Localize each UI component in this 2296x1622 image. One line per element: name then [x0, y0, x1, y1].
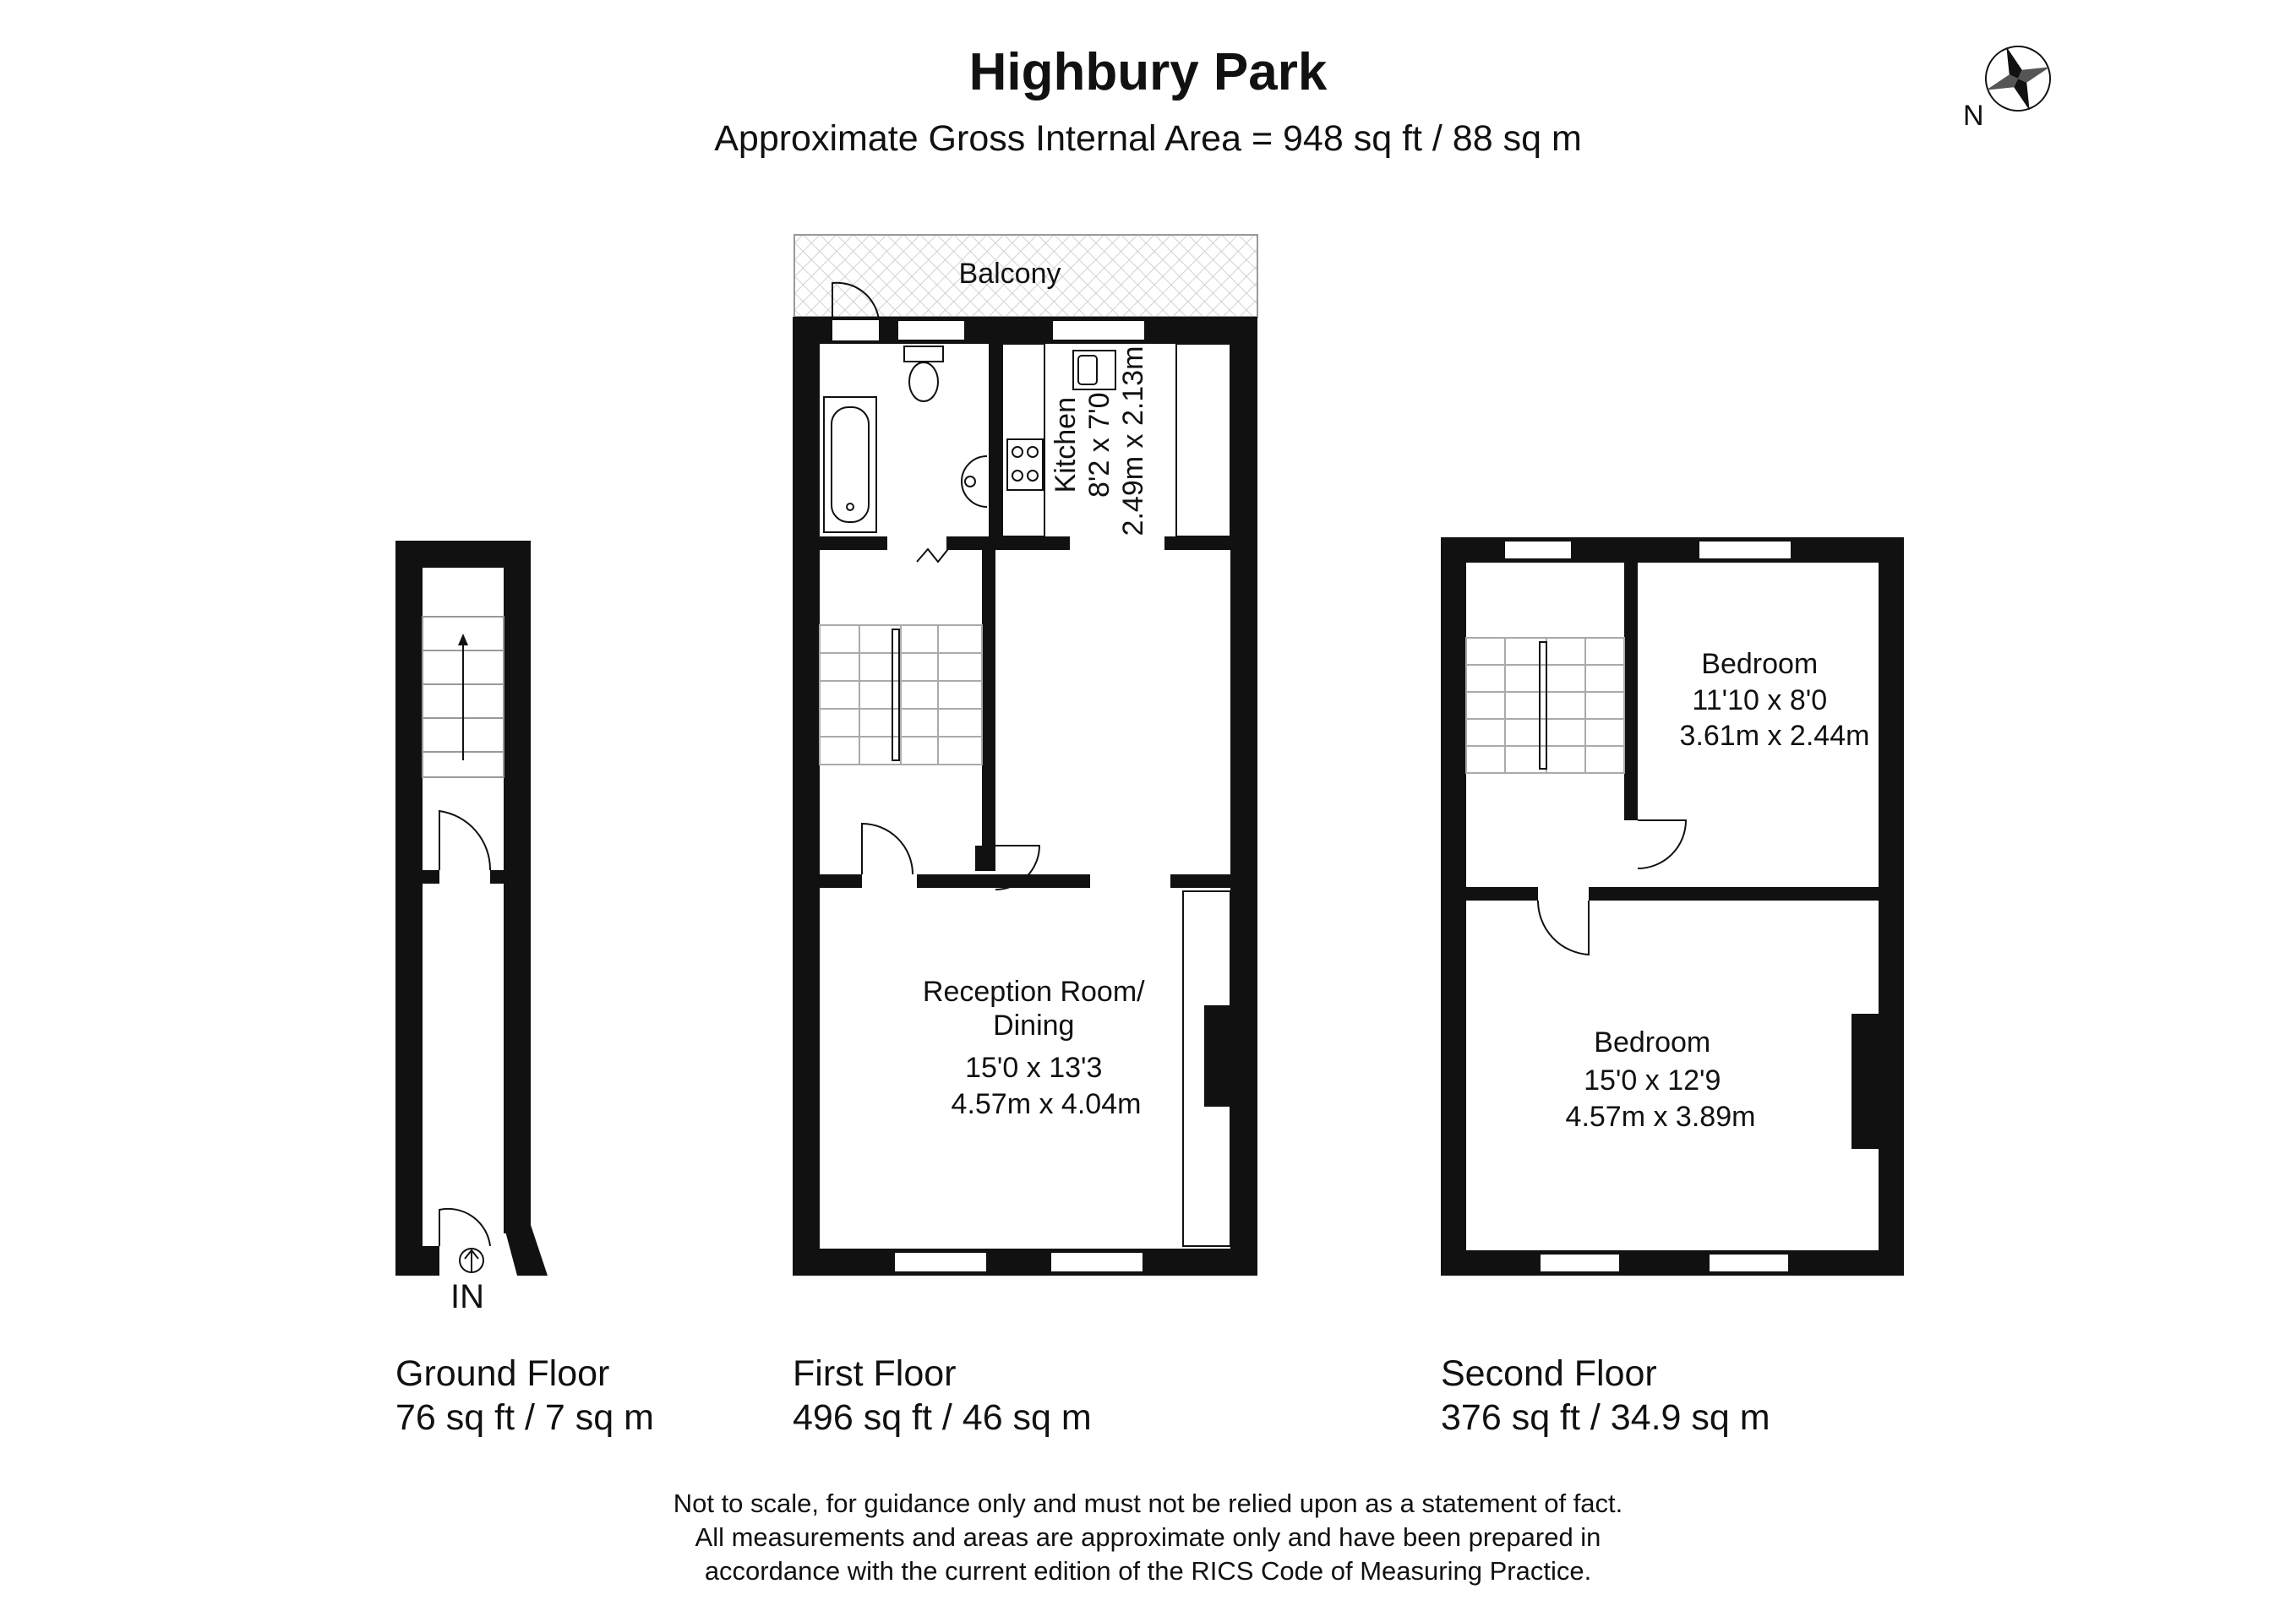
balcony-label: Balcony — [958, 258, 1061, 290]
gross-area-subtitle: Approximate Gross Internal Area = 948 sq ft / 88 sq m — [714, 118, 1582, 159]
wall — [989, 536, 1070, 550]
chimney-breast — [1852, 1014, 1879, 1149]
disclaimer — [0, 1487, 2296, 1588]
floor-area: 376 sq ft / 34.9 sq m — [1441, 1397, 1770, 1438]
disclaimer-line: Not to scale, for guidance only and must not be relied upon as a statement of fact. — [673, 1489, 1623, 1518]
wall — [504, 1225, 548, 1276]
first-floor-caption — [793, 1352, 1092, 1440]
floor-name: Ground Floor — [395, 1353, 610, 1394]
floor-name: First Floor — [793, 1353, 957, 1394]
bathtub-icon — [824, 397, 876, 532]
ground-floor-plan — [395, 541, 548, 1315]
second-floor-caption — [1441, 1352, 1770, 1440]
sink-icon — [962, 456, 987, 507]
window — [894, 1252, 987, 1272]
window — [1709, 1254, 1789, 1272]
wall — [982, 550, 995, 846]
disclaimer-line: accordance with the current edition of the RICS Code of Measuring Practice. — [704, 1556, 1592, 1586]
wall — [1441, 1250, 1904, 1276]
wall — [1164, 536, 1232, 550]
hob-icon — [1007, 439, 1043, 490]
staircase-icon — [1466, 638, 1624, 773]
balcony-door — [832, 320, 879, 340]
wall — [820, 536, 887, 550]
bifold-door — [917, 549, 948, 562]
first-floor-plan — [793, 235, 1257, 1276]
wall — [395, 541, 423, 1276]
kitchen-label: Kitchen 8'2 x 7'0 2.49m x 2.13m — [1050, 346, 1149, 536]
floor-name: Second Floor — [1441, 1353, 1657, 1394]
entrance-label: IN — [450, 1278, 484, 1315]
wall — [989, 344, 1002, 547]
door-swing — [1638, 820, 1686, 868]
plan-title: Highbury Park — [968, 43, 1328, 101]
wall — [490, 870, 504, 884]
toilet-icon — [904, 346, 943, 401]
wall — [1624, 563, 1638, 820]
staircase-icon — [820, 625, 982, 765]
window — [1052, 320, 1145, 340]
compass-icon — [1975, 35, 2062, 122]
window — [1540, 1254, 1620, 1272]
window — [1699, 541, 1792, 559]
fireplace-icon — [1183, 891, 1231, 1246]
wall — [1589, 887, 1879, 901]
door-swing — [439, 811, 490, 870]
wall — [1230, 317, 1257, 1276]
entrance-arrow-icon — [460, 1249, 483, 1272]
floor-area: 76 sq ft / 7 sq m — [395, 1397, 654, 1438]
entrance-door — [439, 1209, 490, 1246]
bedroom-large-label: Bedroom 15'0 x 12'9 4.57m x 3.89m — [1565, 1026, 1756, 1133]
wall — [793, 1249, 1256, 1276]
disclaimer-line: All measurements and areas are approximate only and have been prepared in — [695, 1522, 1601, 1552]
door-swing — [1538, 901, 1589, 955]
wall — [423, 870, 439, 884]
window — [897, 320, 965, 340]
staircase-icon — [423, 617, 504, 777]
door-swing — [862, 824, 913, 874]
floor-area: 496 sq ft / 46 sq m — [793, 1397, 1092, 1438]
kitchen-sink-icon — [1073, 351, 1115, 389]
wall — [917, 874, 1090, 888]
wall — [1879, 537, 1904, 1276]
window — [1050, 1252, 1143, 1272]
second-floor-plan — [1441, 537, 1904, 1276]
wall — [975, 846, 995, 871]
wall — [395, 1246, 439, 1276]
bedroom-small-label: Bedroom 11'10 x 8'0 3.61m x 2.44m — [1679, 648, 1870, 752]
compass-north-label: N — [1963, 100, 1984, 132]
wall — [820, 874, 862, 888]
wall — [1441, 537, 1466, 1276]
wall — [504, 541, 531, 1233]
wall — [793, 317, 820, 1276]
window — [1504, 541, 1572, 559]
wall — [1466, 887, 1538, 901]
wall — [1170, 874, 1232, 888]
reception-room-label: Reception Room/ Dining 15'0 x 13'3 4.57m x 4.04m — [922, 976, 1145, 1120]
ground-floor-caption — [395, 1352, 654, 1440]
